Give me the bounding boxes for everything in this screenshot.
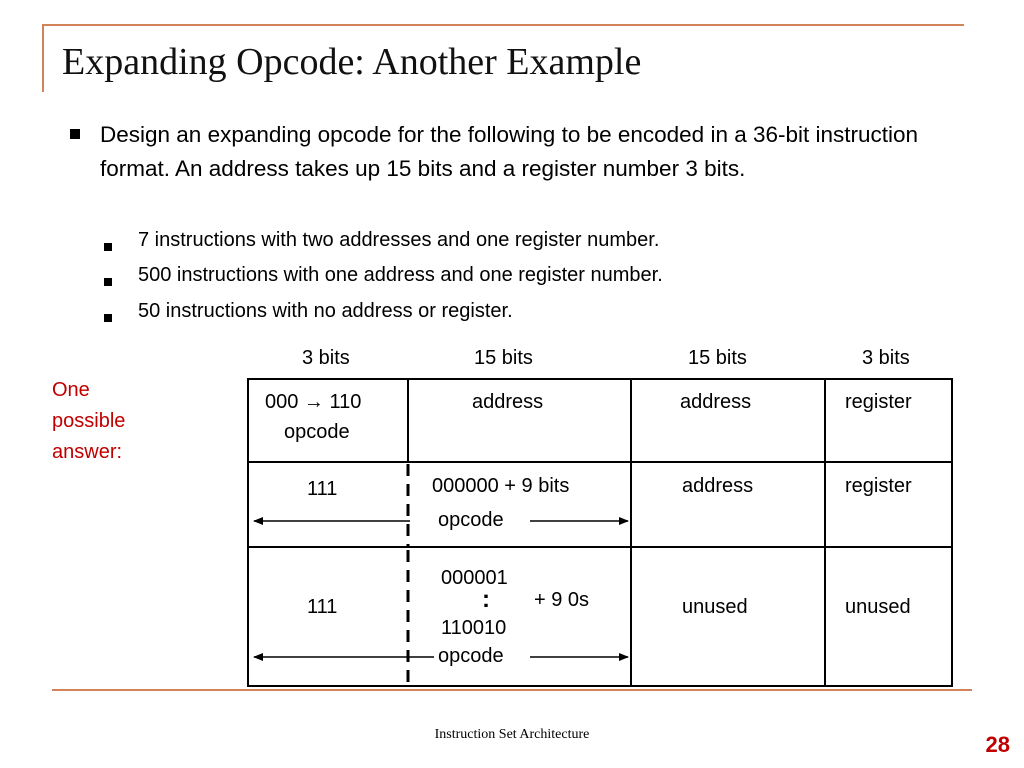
bits-header: 3 bits: [862, 347, 910, 369]
row3-opcode-label: opcode: [438, 645, 504, 667]
main-bullet-text: Design an expanding opcode for the following to be encoded in a 36-bit instruction format. An address takes up 15 bits and a register number 3 bits.: [100, 122, 919, 181]
row2-address: address: [682, 475, 754, 497]
row3-range-start: 000001: [441, 567, 508, 589]
row1-opcode-range: 000 → 110: [265, 391, 362, 413]
row1-address-1: address: [472, 391, 544, 413]
footer-divider: [52, 689, 972, 691]
slide-title: Expanding Opcode: Another Example: [62, 41, 642, 83]
bits-header: 15 bits: [474, 347, 533, 369]
sub-bullet-text: 50 instructions with no address or register.: [138, 300, 513, 322]
sub-bullet-text: 500 instructions with one address and one register number.: [138, 264, 663, 286]
footer-text: Instruction Set Architecture: [434, 727, 590, 742]
answer-label-line: One: [52, 379, 90, 401]
bits-header: 3 bits: [302, 347, 350, 369]
row1-opcode-label: opcode: [284, 421, 350, 443]
row3-prefix: 111: [307, 596, 338, 618]
row2-opcode-label: opcode: [438, 509, 504, 531]
row1-register: register: [845, 391, 912, 413]
page-number: 28: [985, 732, 1010, 757]
row3-range-dots: :: [482, 586, 490, 613]
row2-prefix: 111: [307, 478, 338, 500]
row2-opcode-bits: 000000 + 9 bits: [432, 475, 570, 497]
row3-padding: + 9 0s: [534, 589, 590, 611]
row2-register: register: [845, 475, 912, 497]
answer-label-line: possible: [52, 410, 126, 432]
row1-address-2: address: [680, 391, 752, 413]
row3-unused-1: unused: [682, 596, 748, 618]
answer-label-line: answer:: [52, 441, 123, 463]
row3-range-end: 110010: [441, 617, 507, 639]
sub-bullet-text: 7 instructions with two addresses and one register number.: [138, 229, 660, 251]
row3-unused-2: unused: [845, 596, 911, 618]
bits-header: 15 bits: [688, 347, 747, 369]
